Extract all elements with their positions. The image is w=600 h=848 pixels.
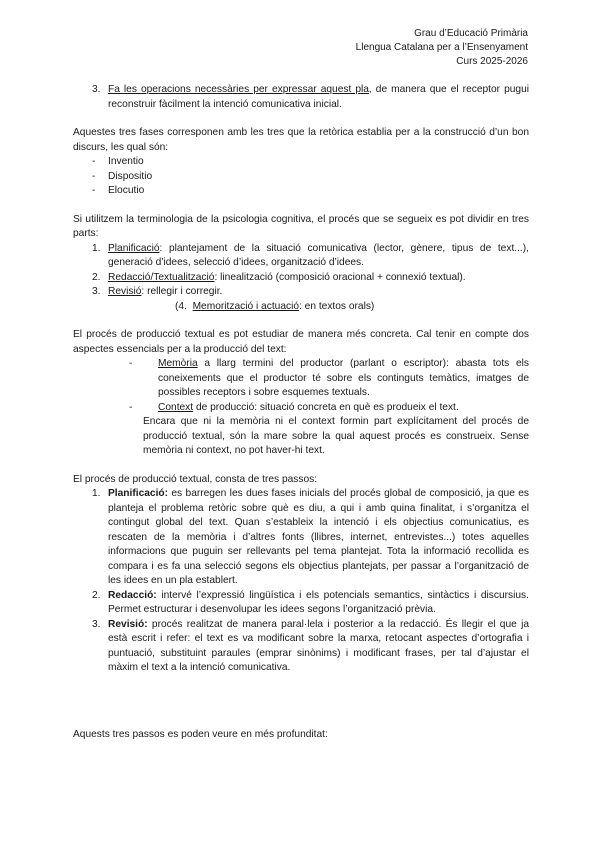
term-memoria: Memòria (158, 358, 198, 369)
cognitive-item-writing: 2. Redacció/Textualització: linealització (composició oracional + connexió textual). (92, 271, 466, 283)
term-context: Context (158, 401, 194, 413)
term-redaccio: Redacció/Textualització (108, 271, 215, 283)
aspect-memory: - Memòria a llarg termini del productor (parlant o escriptor): abasta tots els coneixements que el productor té sobre els continguts temàtics, imatges de possibles receptors i sobre esquemes textuals. (129, 358, 529, 398)
page-header (228, 27, 528, 69)
dash-bullet: - (92, 156, 96, 167)
step-term-revisio: Revisió: (108, 618, 148, 630)
production-intro: El procés de producció textual es pot estudiar de manera més concreta. Cal tenir en compte dos aspectes essencials per a la producció del text: (73, 329, 529, 355)
cognitive-item-planning: 1. Planificació: plantejament de la situació comunicativa (lector, gènere, tipus de text...), generació d’idees, selecció d’idees, organització d’idees. (92, 242, 529, 268)
dash-bullet: - (92, 170, 96, 182)
step-writing: 2. Redacció: intervé l’expressió lingüística i els potencials semantics, sintàctics i discursius. Permet estructurar i desenvolupar les idees segons l’organització prèvia. (92, 589, 529, 615)
rhetoric-item-dispositio: - Dispositio (73, 170, 529, 185)
header-degree: Grau d’Educació Primària (414, 28, 528, 39)
rhetoric-item-elocutio: - Elocutio (73, 184, 529, 199)
list-number: 3. (92, 84, 101, 95)
step-term-redaccio: Redacció: (108, 589, 157, 601)
header-course-name: Llengua Catalana per a l’Ensenyament (355, 42, 528, 53)
list-item-3-operations (73, 83, 529, 112)
aspect-context: - Context de producció: situació concreta en què es produeix el text. (129, 401, 459, 413)
closing-line: Aquests tres passos es poden veure en més profunditat: (73, 728, 328, 740)
step-planning: 1. Planificació: es barregen les dues fases inicials del procés global de composició, ja que es planteja el problema retòric sobre què es diu, a qui i amb quina finalitat, i s’organitza el contingut global del text. Quan s’estableix la intenció i els objectius comunicatius, es rescaten de la memòria i d’altres fonts (llibres, internet, entrevistes...) totes aquelles informacions que puguin ser rellevants pel tema plantejat. Tota la informació recollida es compara i es fa una selecció segons els objectius plantejats, per passar a l’organització de les idees en un pla establert. (92, 488, 529, 586)
cognitive-intro: Si utilitzem la terminologia de la psicologia cognitiva, el procés que se segueix es pot dividir en tres parts: (73, 213, 529, 239)
step-term-planificacio: Planificació: (108, 488, 169, 499)
term-memoritzacio: Memorització i actuació (192, 300, 300, 312)
rhetoric-item-inventio: - Inventio (73, 155, 529, 170)
term-revisio: Revisió (108, 286, 142, 297)
document-body (73, 83, 529, 742)
term-planificacio: Planificació (108, 242, 160, 254)
production-closing: Encara que ni la memòria ni el context formin part explícitament del procés de producció textual, són la mare sobre la qual aquest procés es construeix. Sense memòria ni context, no pot haver-hi text. (143, 416, 529, 456)
step-revision: 3. Revisió: procés realitzat de manera paral·lela i posterior a la redacció. És llegir el que ja està escrit i refer: el text es va modificant sobre la marxa, retocant aspectes d’ortografia i puntuació, substituint paraules (emprar sinònims) i modificant frases, per tal d’ajustar el màxim el text a la intenció comunicativa. (92, 618, 529, 673)
header-academic-year: Curs 2025-2026 (456, 56, 528, 67)
rhetoric-intro: Aquestes tres fases corresponen amb les tres que la retòrica establia per a la construcció d’un bon discurs, les qual són: (73, 127, 529, 153)
operations-text: , de manera que el receptor pugui reconstruir fàcilment la intenció comunicativa inicial. (108, 84, 529, 110)
operations-link[interactable]: Fa les operacions necessàries per expressar aquest pla (108, 84, 369, 95)
cognitive-item-revision: 3. Revisió: rellegir i corregir. (92, 286, 223, 297)
dash-bullet: - (92, 185, 96, 196)
steps-intro: El procés de producció textual, consta de tres passos: (73, 473, 318, 485)
cognitive-item-memorization: (4. Memorització i actuació: en textos orals) (175, 300, 375, 312)
